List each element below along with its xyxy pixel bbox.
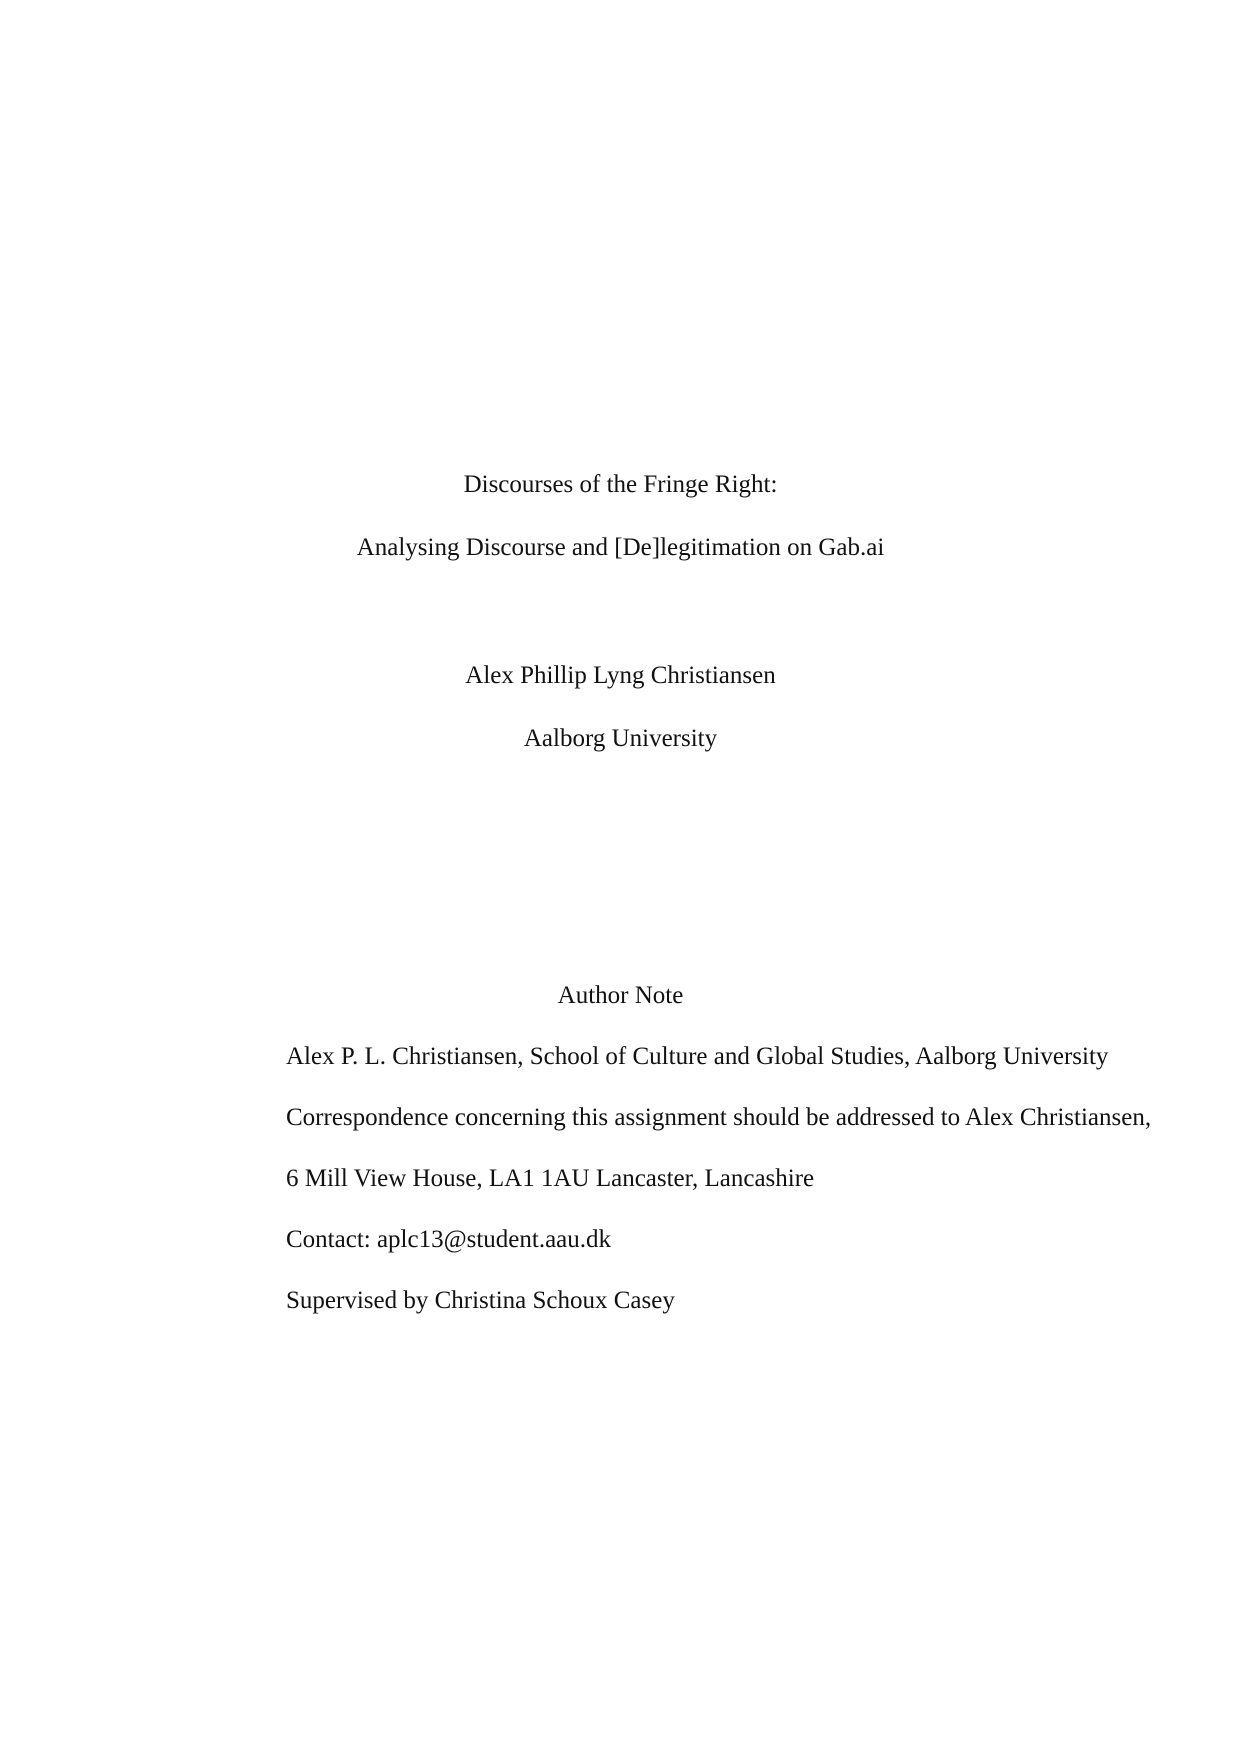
author-note-correspondence: Correspondence concerning this assignment should be addressed to Alex Christiansen, [286,1104,1152,1131]
author-note-supervisor: Supervised by Christina Schoux Casey [286,1287,675,1314]
title-line-1: Discourses of the Fringe Right: [463,471,778,498]
institution: Aalborg University [523,725,718,752]
author-note-contact: Contact: aplc13@student.aau.dk [286,1226,612,1253]
author-name: Alex Phillip Lyng Christiansen [465,662,776,689]
author-note-affiliation: Alex P. L. Christiansen, School of Culture and Global Studies, Aalborg University [286,1043,1109,1070]
author-note-address: 6 Mill View House, LA1 1AU Lancaster, Lancashire [286,1165,815,1192]
author-note-heading: Author Note [557,982,684,1009]
title-line-2: Analysing Discourse and [De]legitimation on Gab.ai [356,534,885,561]
